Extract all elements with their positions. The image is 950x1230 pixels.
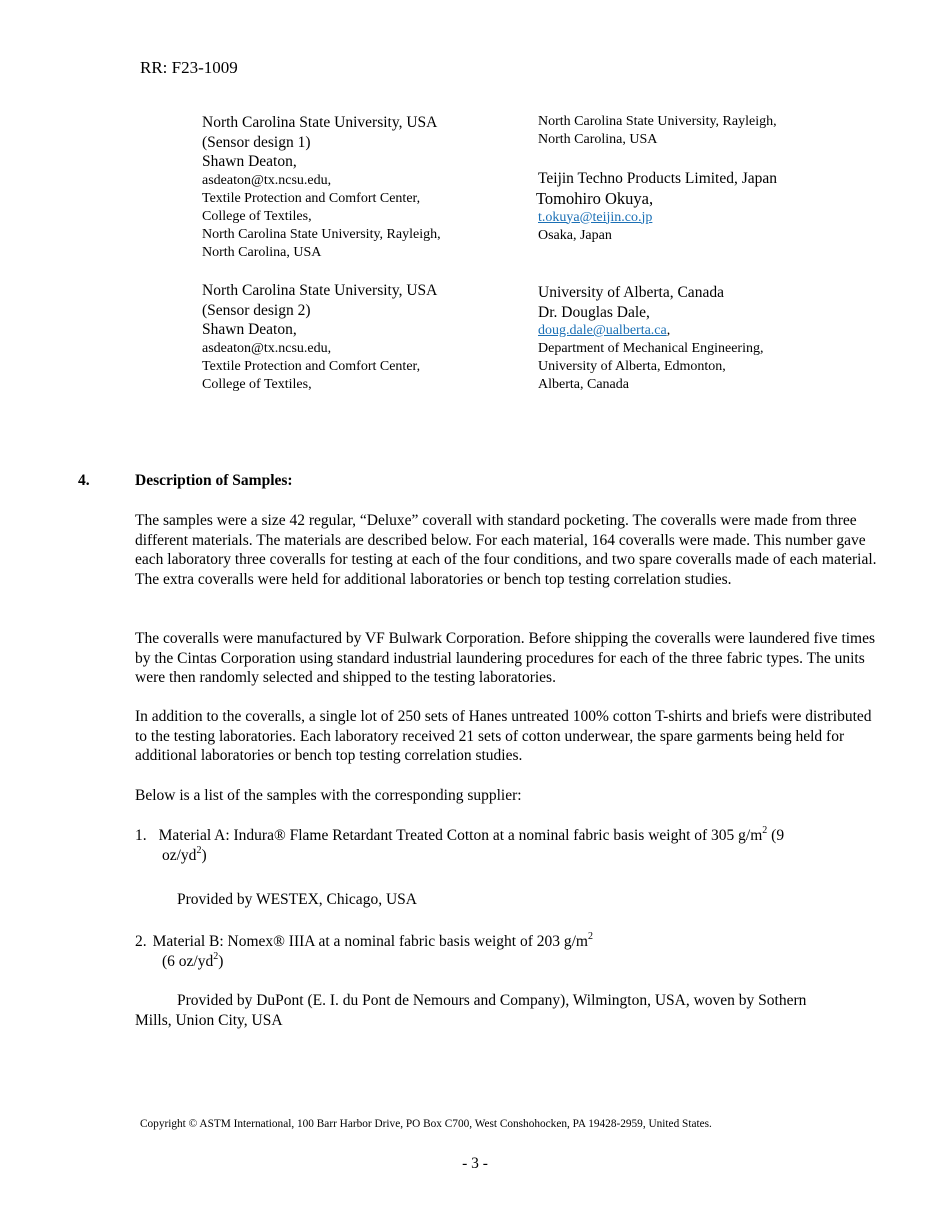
lab-block-alberta [538,283,763,394]
lab-address: Alberta, Canada [538,377,629,392]
material-b-provider: Provided by DuPont (E. I. du Pont de Nemours and Company), Wilmington, USA, woven by Sothern [177,992,807,1009]
superscript: 2 [587,930,593,942]
lab-contact: Shawn Deaton, [202,321,297,338]
lab-email: asdeaton@tx.ncsu.edu, [202,172,332,188]
material-a-text-end: (9 [767,827,785,844]
list-number: 2. [135,933,147,950]
lab-contact: Tomohiro Okuya, [536,188,654,208]
material-b-line2 [162,952,223,972]
material-a-line2 [162,846,207,866]
material-b-unit-close: ) [218,953,224,970]
email-link-teijin[interactable]: t.okuya@teijin.co.jp [538,209,653,225]
paragraph-underwear: In addition to the coveralls, a single lot of 250 sets of Hanes untreated 100% cotton T-shirts and briefs were distributed to the testing laboratories. Each laboratory received 21 sets of cotton underwear, the spare garments being held for additional laboratories or bench top testing correlation studies. [135,708,872,765]
lab-email: asdeaton@tx.ncsu.edu, [202,340,332,356]
email-suffix: , [666,323,671,338]
email-link-alberta[interactable]: doug.dale@ualberta.ca [538,323,667,338]
lab-address: University of Alberta, Edmonton, [538,359,726,374]
lab-contact: Shawn Deaton, [202,153,297,170]
lab-block-ncsu-1 [202,113,441,262]
paragraph-samples: The samples were a size 42 regular, “Deluxe” coverall with standard pocketing. The coveralls were made from three different materials. The materials are described below. For each material, 164 coveralls were made. This number gave each laboratory three coveralls for testing at each of the four conditions, and two spare coveralls made of each material. The extra coveralls were held for additional laboratories or bench top testing correlation studies. [135,512,877,588]
lab-college: College of Textiles, [202,208,312,224]
material-b-provider-cont: Mills, Union City, USA [135,1012,283,1029]
lab-block-ncsu-cont [538,113,777,149]
material-b [135,932,593,952]
section-number: 4. [78,472,90,489]
lab-college: College of Textiles, [202,376,312,392]
material-b-unit: (6 oz/yd [162,953,214,970]
paragraph-manufacturing: The coveralls were manufactured by VF Bulwark Corporation. Before shipping the coveralls were laundered five times by the Cintas Corporation using standard industrial laundering procedures for each of the three fabric types. The units were then randomly selected and shipped to the testing laboratories. [135,630,876,687]
material-a-unit-close: ) [201,847,207,864]
copyright-notice: Copyright © ASTM International, 100 Barr Harbor Drive, PO Box C700, West Conshohocken, PA 19428-2959, United States. [140,1118,712,1130]
lab-address: North Carolina State University, Rayleigh, [202,226,441,242]
lab-address: North Carolina, USA [202,244,322,260]
material-a-provider: Provided by WESTEX, Chicago, USA [177,891,417,908]
superscript: 2 [762,824,768,836]
lab-contact: Dr. Douglas Dale, [538,303,650,321]
material-b-text: Material B: Nomex® IIIA at a nominal fabric basis weight of 203 g/m [152,933,588,950]
page-number: - 3 - [462,1155,488,1172]
lab-address: North Carolina State University, Rayleigh, [538,114,777,129]
lab-design: (Sensor design 2) [202,301,311,319]
superscript: 2 [196,844,202,856]
lab-block-teijin [538,169,777,245]
lab-org: North Carolina State University, USA [202,282,438,299]
section-title: Description of Samples: [135,472,293,489]
list-number: 1. [135,827,147,844]
lab-city: Osaka, Japan [538,227,612,243]
lab-dept: Textile Protection and Comfort Center, [202,190,421,206]
lab-org: Teijin Techno Products Limited, Japan [538,170,778,187]
lab-address: North Carolina, USA [538,132,658,147]
material-a [135,826,784,846]
paragraph-list-intro: Below is a list of the samples with the corresponding supplier: [135,787,522,804]
lab-dept: Textile Protection and Comfort Center, [202,358,421,374]
report-id: RR: F23-1009 [140,58,238,77]
lab-org: North Carolina State University, USA [202,114,438,131]
lab-block-ncsu-2 [202,281,437,394]
lab-dept: Department of Mechanical Engineering, [538,341,764,356]
material-a-text: Material A: Indura® Flame Retardant Treated Cotton at a nominal fabric basis weight of 305 g/m [158,827,763,844]
material-a-unit: oz/yd [162,847,197,864]
lab-design: (Sensor design 1) [202,133,311,151]
superscript: 2 [213,950,219,962]
lab-org: University of Alberta, Canada [538,284,724,301]
